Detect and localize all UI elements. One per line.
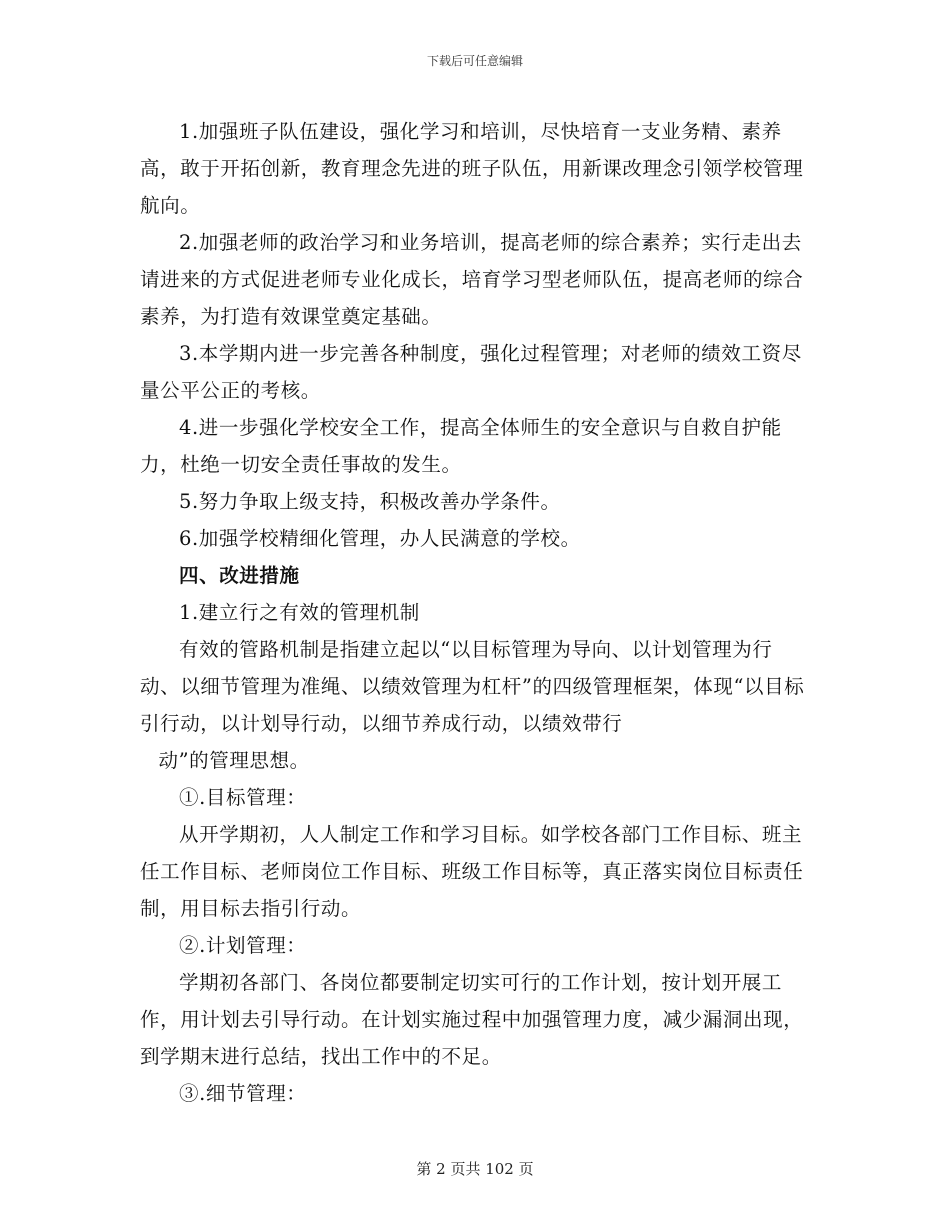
subitem-detail-management: ③.细节管理： bbox=[179, 1082, 307, 1105]
paragraph-mechanism: 有效的管路机制是指建立起以“以目标管理为导向、以计划管理为行动、以细节管理为准绳、以绩效管理为杠杆”的四级管理框架，体现“以目标引行动，以计划导行动，以细节养成行动，以绩效带行 bbox=[140, 638, 805, 735]
paragraph-goal-management: 从开学期初，人人制定工作和学习目标。如学校各部门工作目标、班主任工作目标、老师岗位工作目标、班级工作目标等，真正落实岗位目标责任制，用目标去指引行动。 bbox=[140, 823, 804, 920]
paragraph-item-5: 5.努力争取上级支持，积极改善办学条件。 bbox=[179, 490, 561, 513]
paragraph-item-3: 3.本学期内进一步完善各种制度，强化过程管理；对老师的绩效工资尽量公平公正的考核。 bbox=[140, 342, 802, 402]
subitem-goal-management: ①.目标管理： bbox=[179, 786, 307, 809]
page-header-note: 下载后可任意编辑 bbox=[426, 54, 523, 68]
paragraph-item-4: 4.进一步强化学校安全工作，提高全体师生的安全意识与自救自护能力，杜绝一切安全责任事故的发生。 bbox=[140, 416, 782, 476]
document-body bbox=[140, 113, 810, 1112]
paragraph-item-2: 2.加强老师的政治学习和业务培训，提高老师的综合素养；实行走出去请进来的方式促进老师专业化成长，培育学习型老师队伍，提高老师的综合素养，为打造有效课堂奠定基础。 bbox=[140, 231, 804, 328]
subitem-plan-management: ②.计划管理： bbox=[179, 934, 307, 957]
page-number: 第 2 页共 102 页 bbox=[416, 1160, 534, 1178]
paragraph-plan-management: 学期初各部门、各岗位都要制定切实可行的工作计划，按计划开展工作，用计划去引导行动。在计划实施过程中加强管理力度，减少漏洞出现，到学期末进行总结，找出工作中的不足。 bbox=[140, 971, 804, 1068]
paragraph-mechanism-continued: 动”的管理思想。 bbox=[158, 749, 310, 772]
paragraph-item-1: 1.加强班子队伍建设，强化学习和培训，尽快培育一支业务精、素养高，敢于开拓创新，教育理念先进的班子队伍，用新课改理念引领学校管理航向。 bbox=[140, 120, 804, 217]
paragraph-item-6: 6.加强学校精细化管理，办人民满意的学校。 bbox=[179, 527, 581, 550]
subsection-title: 1.建立行之有效的管理机制 bbox=[179, 601, 420, 624]
section-heading: 四、改进措施 bbox=[179, 564, 300, 587]
